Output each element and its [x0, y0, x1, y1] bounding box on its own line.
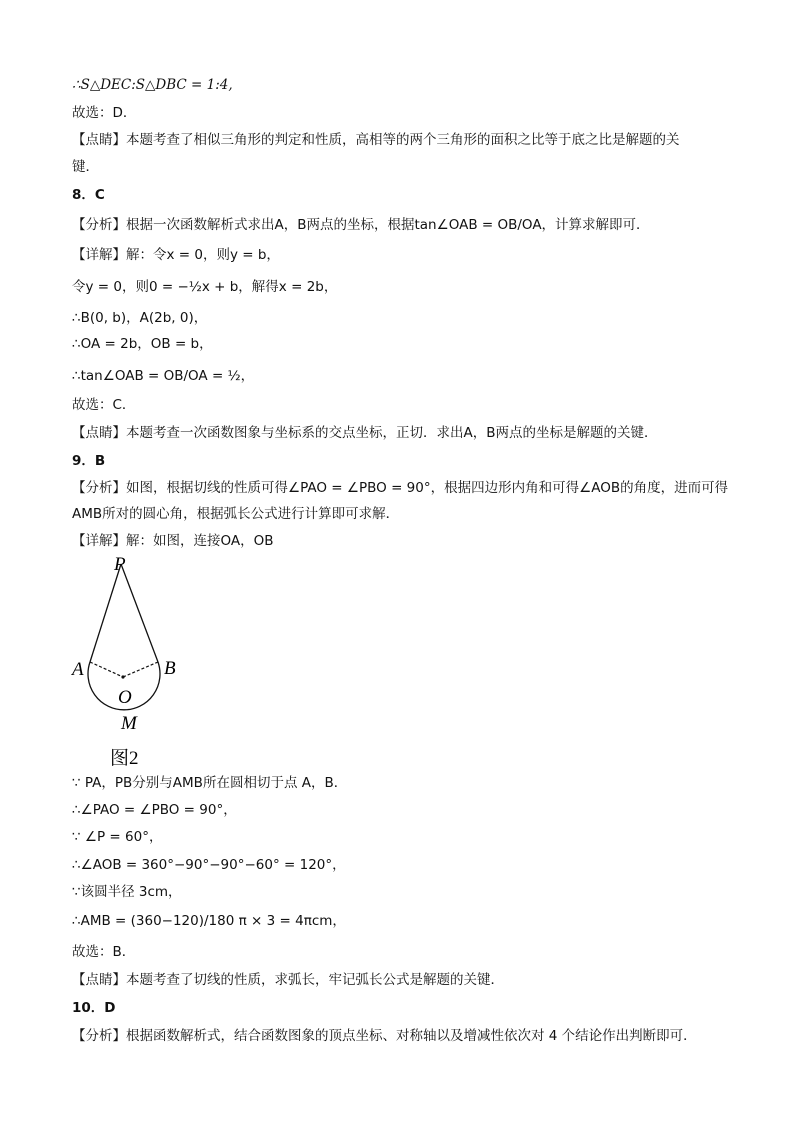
analysis-8: 【分析】根据一次函数解析式求出A，B两点的坐标，根据tan∠OAB = OB/OA，计算求解即可． [72, 217, 650, 233]
answer-7: 故选：D． [72, 105, 137, 121]
detail-8-step5: ∴tan∠OAB = OB/OA = ½， [72, 368, 255, 384]
detail-9-step4: ∴∠AOB = 360°−90°−90°−60° = 120°， [72, 857, 346, 873]
detail-8-step4: ∴OA = 2b，OB = b， [72, 336, 213, 352]
question-10-heading: 10．D [72, 1000, 116, 1016]
center-point [121, 675, 124, 678]
answer-8: 故选：C． [72, 397, 136, 413]
detail-9-step3: ∵ ∠P = 60°， [72, 829, 163, 845]
answer-9: 故选：B． [72, 944, 136, 960]
tangent-circle-figure [66, 552, 216, 772]
tangent-line-pa [90, 564, 121, 662]
comment-8: 【点睛】本题考查一次函数图象与坐标系的交点坐标，正切．求出A，B两点的坐标是解题的关键． [72, 425, 658, 441]
comment-9: 【点睛】本题考查了切线的性质，求弧长，牢记弧长公式是解题的关键． [72, 972, 504, 988]
comment-7: 【点睛】本题考查了相似三角形的判定和性质，高相等的两个三角形的面积之比等于底之比是解题的关 [72, 132, 680, 148]
question-8-heading: 8．C [72, 187, 105, 203]
label-p: P [114, 554, 126, 575]
label-o: O [118, 687, 132, 708]
label-b: B [164, 658, 176, 679]
detail-9-step5: ∵该圆半径 3cm， [72, 884, 182, 900]
radius-oa [90, 662, 123, 677]
figure-caption: 图2 [110, 748, 139, 769]
detail-9-step2: ∴∠PAO = ∠PBO = 90°， [72, 802, 237, 818]
label-m: M [121, 713, 137, 734]
detail-8-step1: 【详解】解：令x = 0，则y = b， [72, 247, 280, 263]
analysis-10: 【分析】根据函数解析式，结合函数图象的顶点坐标、对称轴以及增减性依次对 4 个结论作出判断即可． [72, 1028, 697, 1044]
label-a: A [72, 659, 84, 680]
detail-8-step3: ∴B(0, b)，A(2b, 0)， [72, 310, 208, 326]
line-ratio: ∴S△DEC:S△DBC = 1:4, [72, 77, 233, 93]
tangent-line-pb [121, 564, 158, 662]
detail-9-step1: ∵ PA，PB分别与AMB所在圆相切于点 A，B． [72, 775, 348, 791]
detail-8-step2: 令y = 0，则0 = −½x + b，解得x = 2b， [72, 279, 338, 295]
analysis-9: 【分析】如图，根据切线的性质可得∠PAO = ∠PBO = 90°，根据四边形内角和可得∠AOB的角度，进而可得 [72, 480, 729, 496]
question-9-heading: 9．B [72, 453, 106, 469]
detail-9-intro: 【详解】解：如图，连接OA，OB [72, 533, 274, 549]
radius-ob [123, 662, 158, 677]
comment-7-cont: 键． [72, 159, 99, 175]
detail-9-step6: ∴AMB = (360−120)/180 π × 3 = 4πcm， [72, 913, 346, 929]
analysis-9-cont: AMB所对的圆心角，根据弧长公式进行计算即可求解． [72, 506, 400, 522]
